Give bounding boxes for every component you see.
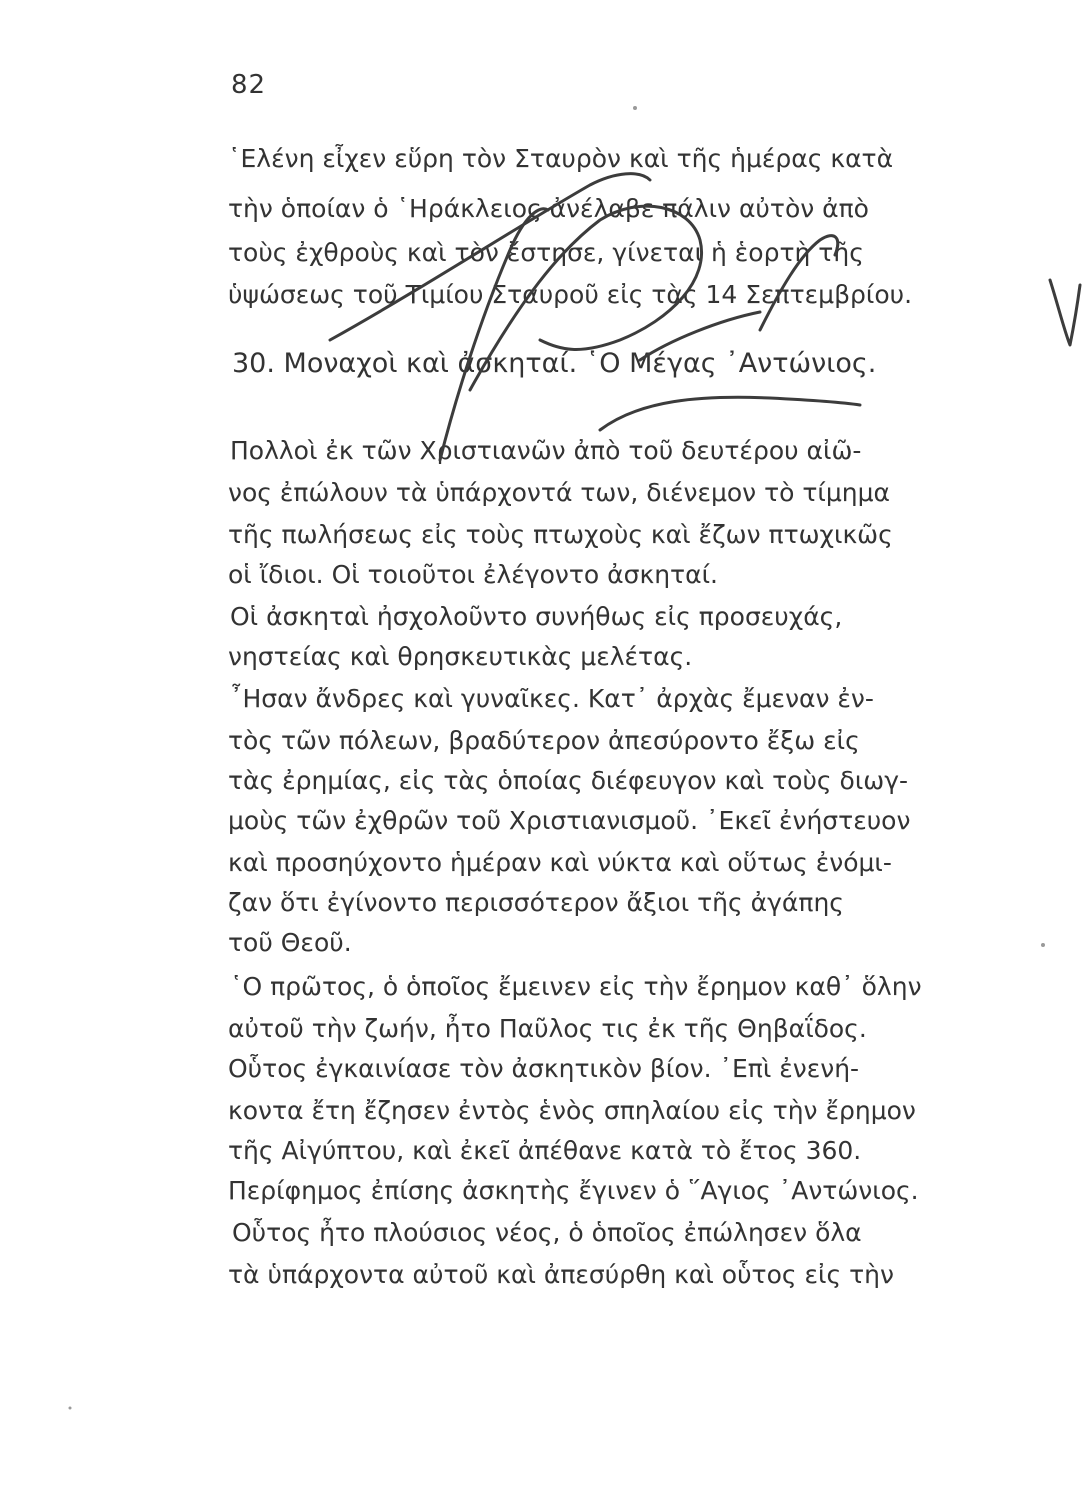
text-line: ζαν ὅτι ἐγίνοντο περισσότερον ἄξιοι τῆς ἀγάπης: [228, 888, 844, 917]
text-line: Περίφημος ἐπίσης ἀσκητὴς ἔγινεν ὁ ῞Αγιος ᾿Αντώνιος.: [228, 1176, 919, 1205]
text-line: ὑψώσεως τοῦ Τιμίου Σταυροῦ εἰς τὰς 14 Σεπτεμβρίου.: [228, 280, 913, 309]
text-line: τὰς ἐρημίας, εἰς τὰς ὁποίας διέφευγον καὶ τοὺς διωγ-: [228, 766, 909, 795]
text-line: τὸς τῶν πόλεων, βραδύτερον ἀπεσύροντο ἔξω εἰς: [228, 726, 860, 755]
text-line: Οὗτος ἐγκαινίασε τὸν ἀσκητικὸν βίον. ᾿Επὶ ἐνενή-: [228, 1054, 860, 1083]
text-line: τὴν ὁποίαν ὁ ῾Ηράκλειος ἀνέλαβε πάλιν αὐτὸν ἀπὸ: [228, 194, 869, 223]
section-heading: 30. Μοναχοὶ καὶ ἀσκηταί. ῾Ο Μέγας ᾿Αντώνιος.: [232, 348, 877, 379]
text-line: τοὺς ἐχθροὺς καὶ τὸν ἔστησε, γίνεται ἡ ἑορτὴ τῆς: [228, 238, 864, 267]
text-line: ῏Ησαν ἄνδρες καὶ γυναῖκες. Κατ᾿ ἀρχὰς ἔμεναν ἐν-: [230, 684, 874, 713]
text-line: κοντα ἔτη ἔζησεν ἐντὸς ἑνὸς σπηλαίου εἰς τὴν ἔρημον: [228, 1096, 916, 1125]
page-number: 82: [231, 70, 267, 100]
text-line: καὶ προσηύχοντο ἡμέραν καὶ νύκτα καὶ οὕτως ἐνόμι-: [228, 848, 892, 877]
text-line: νος ἐπώλουν τὰ ὑπάρχοντά των, διένεμον τὸ τίμημα: [228, 478, 891, 507]
text-line: τῆς Αἰγύπτου, καὶ ἐκεῖ ἀπέθανε κατὰ τὸ ἔτος 360.: [228, 1136, 862, 1165]
text-line: Οἱ ἀσκηταὶ ἠσχολοῦντο συνήθως εἰς προσευχάς,: [230, 602, 843, 631]
text-line: Οὗτος ἦτο πλούσιος νέος, ὁ ὁποῖος ἐπώλησεν ὅλα: [232, 1218, 862, 1247]
text-line: Πολλοὶ ἐκ τῶν Χριστιανῶν ἀπὸ τοῦ δευτέρου αἰῶ-: [230, 436, 862, 465]
text-line: τοῦ Θεοῦ.: [228, 928, 352, 957]
text-line: μοὺς τῶν ἐχθρῶν τοῦ Χριστιανισμοῦ. ᾿Εκεῖ ἐνήστευον: [228, 806, 911, 835]
text-line: οἱ ἴδιοι. Οἱ τοιοῦτοι ἐλέγοντο ἀσκηταί.: [228, 560, 718, 589]
text-line: ῾Ο πρῶτος, ὁ ὁποῖος ἔμεινεν εἰς τὴν ἔρημον καθ᾿ ὅλην: [230, 972, 922, 1001]
text-line: αὐτοῦ τὴν ζωήν, ἦτο Παῦλος τις ἐκ τῆς Θηβαΐδος.: [228, 1014, 867, 1043]
text-line: τὰ ὑπάρχοντα αὐτοῦ καὶ ἀπεσύρθη καὶ οὗτος εἰς τὴν: [228, 1260, 894, 1289]
text-line: τῆς πωλήσεως εἰς τοὺς πτωχοὺς καὶ ἔζων πτωχικῶς: [228, 520, 893, 549]
text-line: νηστείας καὶ θρησκευτικὰς μελέτας.: [228, 642, 693, 671]
text-line: ῾Ελένη εἶχεν εὕρη τὸν Σταυρὸν καὶ τῆς ἡμέρας κατὰ: [228, 144, 894, 173]
